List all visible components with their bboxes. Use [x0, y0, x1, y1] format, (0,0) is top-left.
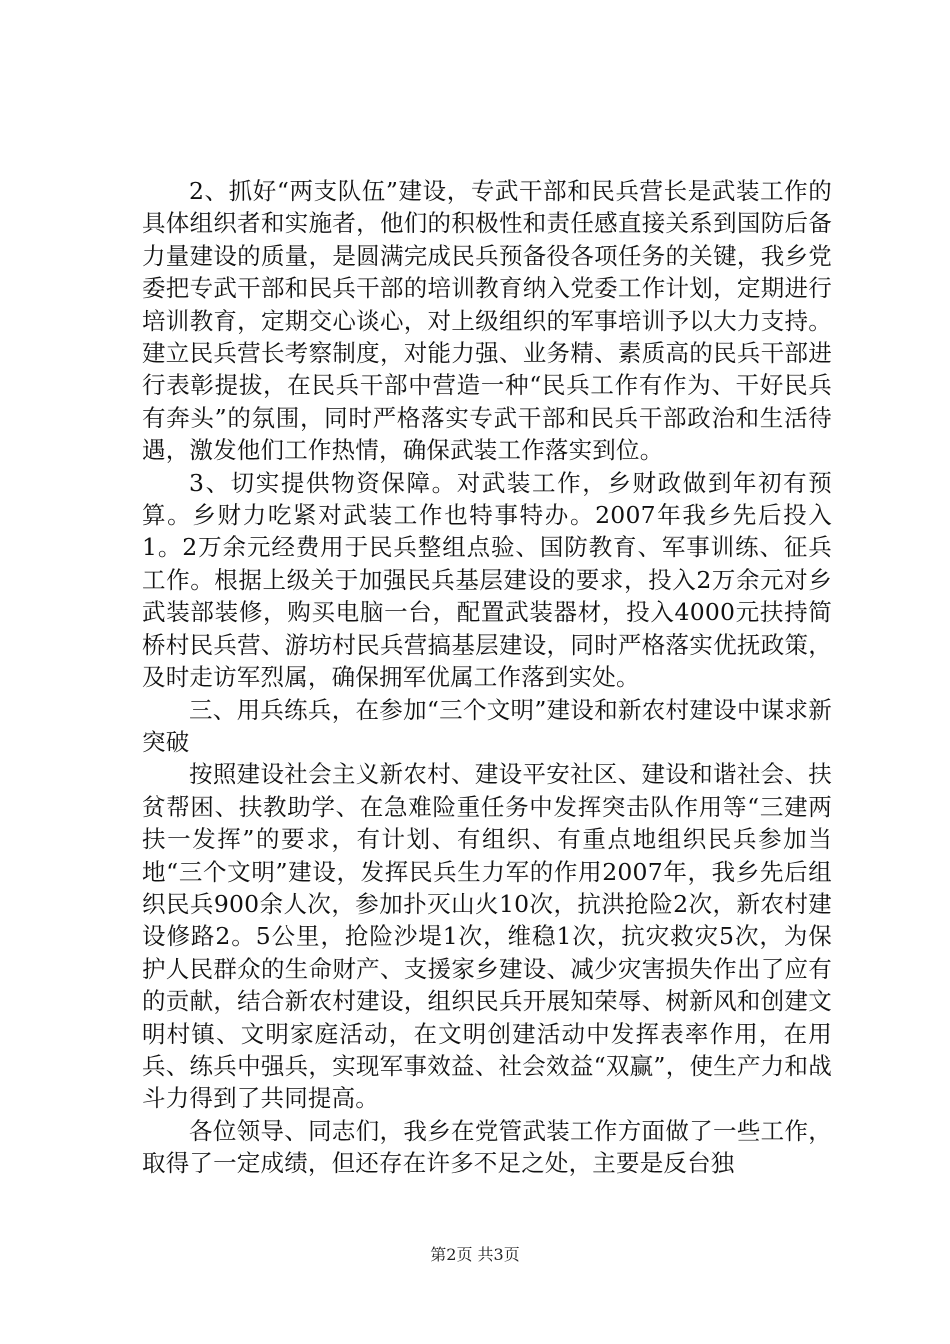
section-heading-three: 三、用兵练兵，在参加“三个文明”建设和新农村建设中谋求新突破 [142, 695, 832, 756]
page-footer: 第2页 共3页 [430, 1245, 520, 1264]
paragraph-closing: 各位领导、同志们，我乡在党管武装工作方面做了一些工作，取得了一定成绩，但还存在许多不足之处，主要是反台独 [142, 1116, 832, 1178]
paragraph-two-teams: 2、抓好“两支队伍”建设，专武干部和民兵营长是武装工作的具体组织者和实施者，他们的积极性和责任感直接关系到国防后备力量建设的质量，是圆满完成民兵预备役各项任务的关键，我乡党委把专武干部和民兵干部的培训教育纳入党委工作计划，定期进行培训教育，定期交心谈心，对上级组织的军事培训予以大力支持。建立民兵营长考察制度，对能力强、业务精、素质高的民兵干部进行表彰提拔，在民兵干部中营造一种“民兵工作有作为、干好民兵有奔头”的氛围，同时严格落实专武干部和民兵干部政治和生活待遇，激发他们工作热情，确保武装工作落实到位。 [142, 177, 832, 465]
paragraph-material-support: 3、切实提供物资保障。对武装工作，乡财政做到年初有预算。乡财力吃紧对武装工作也特事特办。2007年我乡先后投入1。2万余元经费用于民兵整组点验、国防教育、军事训练、征兵工作。根据上级关于加强民兵基层建设的要求，投入2万余元对乡武装部装修，购买电脑一台，配置武装器材，投入4000元扶持简桥村民兵营、游坊村民兵营搞基层建设，同时严格落实优抚政策，及时走访军烈属，确保拥军优属工作落到实处。 [142, 468, 832, 692]
paragraph-militia-participation: 按照建设社会主义新农村、建设平安社区、建设和谐社会、扶贫帮困、扶教助学、在急难险重任务中发挥突击队作用等“三建两扶一发挥”的要求，有计划、有组织、有重点地组织民兵参加当地“三个文明”建设，发挥民兵生力军的作用2007年，我乡先后组织民兵900余人次，参加扑灭山火10次，抗洪抢险2次，新农村建设修路2。5公里，抢险沙堤1次，维稳1次，抗灾救灾5次，为保护人民群众的生命财产、支援家乡建设、减少灾害损失作出了应有的贡献，结合新农村建设，组织民兵开展知荣辱、树新风和创建文明村镇、文明家庭活动，在文明创建活动中发挥表率作用，在用兵、练兵中强兵，实现军事效益、社会效益“双赢”，使生产力和战斗力得到了共同提高。 [142, 760, 832, 1113]
document-body [142, 175, 832, 1180]
